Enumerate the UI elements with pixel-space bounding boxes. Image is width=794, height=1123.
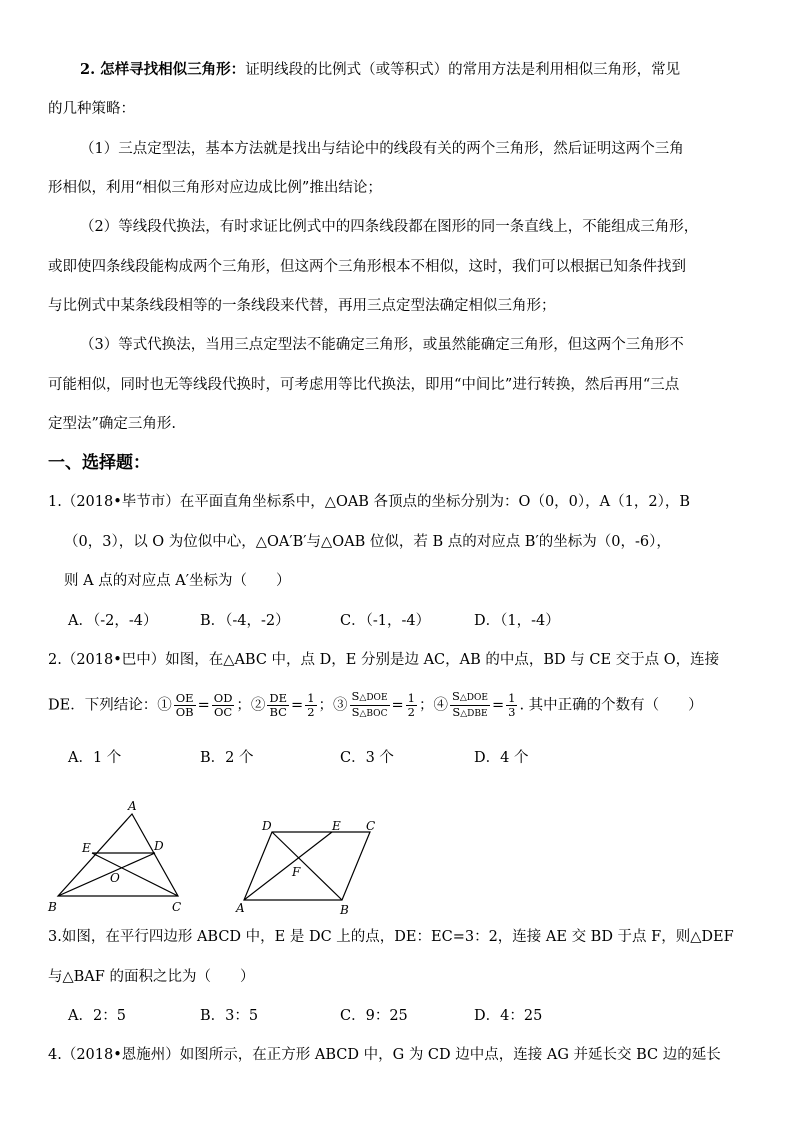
method1-line2: 形相似，利用“相似三角形对应边成比例”推出结论； [48,180,382,196]
method2-line1: （2）等线段代换法，有时求证比例式中的四条线段都在图形的同一条直线上，不能组成三角形， [80,219,699,235]
fig1-label-b: B [48,900,57,914]
q1-line1: 1.（2018•毕节市）在平面直角坐标系中，△OAB 各顶点的坐标分别为：O（0，0），A（1，2），B [48,494,690,510]
q3-option-a: A．2：5 [68,1008,126,1024]
method3-line2: 可能相似，同时也无等线段代换时，可考虑用等比代换法，即用“中间比”进行转换，然后再用“三点 [48,377,680,393]
q3-option-d: D．4：25 [474,1008,543,1024]
fig2-label-e: E [332,819,341,833]
fraction-one-third: $\frac{1}{3}$ [508,691,516,719]
triangle-figure [40,796,200,918]
q1-line3: 则 A 点的对应点 A′坐标为（ ） [64,573,291,589]
fig1-label-c: C [172,900,182,914]
q2-line2: DE．下列结论：① $\frac{OE}{OB}$ = $\frac{OD}{OC}$ ；② $\frac{DE}{BC}$ = $\frac{1}{2}$ ；③ $\frac{\text{S△DOE}}{\text{S△BOC}}$ = $\frac{1}{2}$ ；④ $\frac{\text{S△DOE}}{\text{S△DBE}}$ = $\frac{1}{3}$ . 其中正确的个数有（ ） [48,689,703,719]
strategy-intro: 2. 怎样寻找相似三角形：证明线段的比例式（或等积式）的常用方法是利用相似三角形，常见 [80,61,681,78]
fraction-one-half: $\frac{1}{2}$ [307,691,315,719]
q2-option-d: D．4 个 [474,750,529,766]
parallelogram-figure [232,812,392,918]
q1-option-a: A．（-2，-4） [68,613,158,629]
strategy-title: 2. 怎样寻找相似三角形： [80,61,246,78]
q2-option-b: B．2 个 [200,750,254,766]
fig2-label-b: B [340,903,349,917]
fig2-label-c: C [366,819,376,833]
method2-line2: 或即使四条线段能构成两个三角形，但这两个三角形根本不相似，这时，我们可以根据已知条件找到 [48,259,686,275]
q2-option-c: C．3 个 [340,750,394,766]
strategy-intro-line2: 的几种策略： [48,101,135,117]
q3-option-c: C．9：25 [340,1008,408,1024]
q2-option-a: A．1 个 [68,750,122,766]
method3-line1: （3）等式代换法，当用三点定型法不能确定三角形，或虽然能确定三角形，但这两个三角形不 [80,337,684,353]
q1-option-b: B．（-4，-2） [200,613,290,629]
fraction-area-doe-boc: $\frac{\text{S△DOE}}{\text{S△BOC}}$ [351,689,388,719]
method2-line3: 与比例式中某条线段相等的一条线段来代替，再用三点定型法确定相似三角形； [48,298,556,314]
q4-line1: 4.（2018•恩施州）如图所示，在正方形 ABCD 中，G 为 CD 边中点，连接 AG 并延长交 BC 边的延长 [48,1047,721,1063]
q1-option-c: C．（-1，-4） [340,613,431,629]
fraction-od-oc: $\frac{OD}{OC}$ [213,691,233,719]
fig1-label-e: E [82,841,91,855]
fig1-label-a: A [128,799,137,813]
method1-line1: （1）三点定型法，基本方法就是找出与结论中的线段有关的两个三角形，然后证明这两个三角 [80,141,684,157]
fraction-oe-ob: $\frac{OE}{OB}$ [175,691,194,719]
fraction-one-half-2: $\frac{1}{2}$ [407,691,415,719]
q3-line2: 与△BAF 的面积之比为（ ） [48,969,255,985]
fig2-label-f: F [292,865,301,879]
fig1-label-o: O [110,871,120,885]
section-heading: 一、选择题： [48,453,150,473]
method3-line3: 定型法”确定三角形. [48,416,177,432]
q2-line1: 2.（2018•巴中）如图，在△ABC 中，点 D，E 分别是边 AC，AB 的中点，BD 与 CE 交于点 O，连接 [48,652,720,668]
fig2-label-d: D [262,819,272,833]
fraction-de-bc: $\frac{DE}{BC}$ [269,691,288,719]
q1-line2: （0，3），以 O 为位似中心，△OA′B′与△OAB 位似，若 B 点的对应点 B′的坐标为（0，-6）， [64,534,671,550]
q1-option-d: D．（1，-4） [474,613,560,629]
fig2-label-a: A [236,901,245,915]
q3-option-b: B．3：5 [200,1008,259,1024]
fraction-area-doe-dbe: $\frac{\text{S△DOE}}{\text{S△DBE}}$ [452,689,488,719]
q3-line1: 3.如图，在平行四边形 ABCD 中，E 是 DC 上的点，DE：EC=3：2，连接 AE 交 BD 于点 F，则△DEF [48,929,734,945]
fig1-label-d: D [154,839,164,853]
